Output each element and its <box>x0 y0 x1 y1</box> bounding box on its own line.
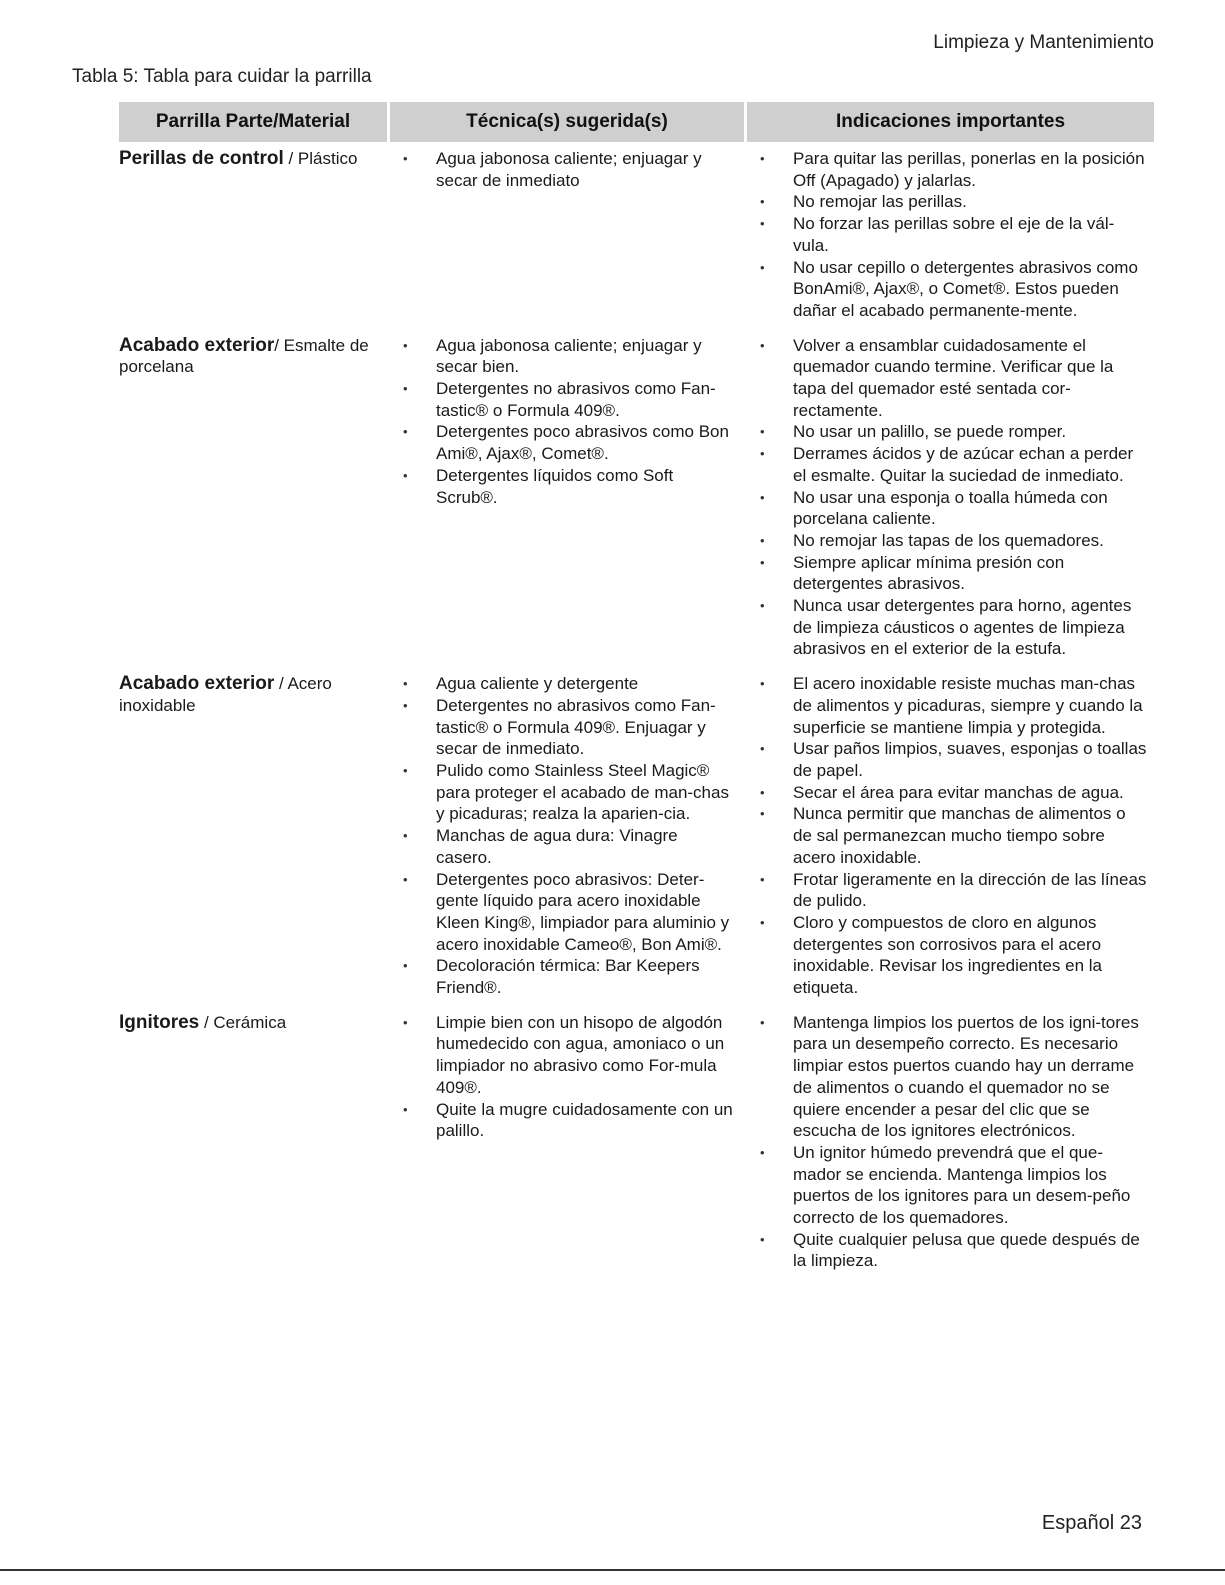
technique-item: • Detergentes poco abrasivos como Bon Ami®, Ajax®, Comet®. <box>390 421 747 464</box>
part-name: Perillas de control <box>119 148 284 169</box>
technique-item: • Detergentes no abrasivos como Fan-tastic® o Formula 409®. <box>390 378 747 421</box>
technique-item: • Quite la mugre cuidadosamente con un palillo. <box>390 1099 747 1142</box>
row-part-cell <box>119 1006 390 1272</box>
note-item: • No usar una esponja o toalla húmeda con porcelana caliente. <box>747 487 1157 530</box>
note-item: • No remojar las perillas. <box>747 191 1157 213</box>
technique-item: • Agua jabonosa caliente; enjuagar y secar de inmediato <box>390 148 747 191</box>
note-item: • No usar cepillo o detergentes abrasivos como BonAmi®, Ajax®, o Comet®. Estos pueden dañar el acabado permanente-mente. <box>747 257 1157 322</box>
part-name: Acabado exterior <box>119 334 275 356</box>
note-item: • Derrames ácidos y de azúcar echan a perder el esmalte. Quitar la suciedad de inmediato. <box>747 443 1157 486</box>
note-item: • Nunca permitir que manchas de alimentos o de sal permanezcan mucho tiempo sobre acero inoxidable. <box>747 803 1157 868</box>
technique-item: • Agua jabonosa caliente; enjuagar y secar bien. <box>390 335 747 378</box>
note-item: • Frotar ligeramente en la dirección de las líneas de pulido. <box>747 869 1157 912</box>
part-name: Ignitores <box>119 1011 200 1033</box>
note-item: • Volver a ensamblar cuidadosamente el quemador cuando termine. Verificar que la tapa del quemador esté sentada cor-rectamente. <box>747 335 1157 422</box>
row-technique-cell <box>390 329 747 668</box>
note-item: • Un ignitor húmedo prevendrá que el que-mador se encienda. Mantenga limpios los puertos de los ignitores para un desem-peño correcto de los quemadores. <box>747 1142 1157 1229</box>
note-item: • Quite cualquier pelusa que quede después de la limpieza. <box>747 1229 1157 1272</box>
technique-item: • Detergentes líquidos como Soft Scrub®. <box>390 465 747 508</box>
note-item: • No remojar las tapas de los quemadores. <box>747 530 1157 552</box>
note-item: • Nunca usar detergentes para horno, agentes de limpieza cáusticos o agentes de limpieza abrasivos en el exterior de la estufa. <box>747 595 1157 660</box>
column-header-part: Parrilla Parte/Material <box>119 102 390 142</box>
row-technique-cell <box>390 1006 747 1272</box>
note-item: • No usar un palillo, se puede romper. <box>747 421 1157 443</box>
part-material: / Esmalte de porcelana <box>119 335 369 377</box>
note-item: • No forzar las perillas sobre el eje de la vál-vula. <box>747 213 1157 256</box>
row-part-cell <box>119 329 390 668</box>
running-header: Limpieza y Mantenimiento <box>933 32 1154 53</box>
column-header-technique: Técnica(s) sugerida(s) <box>390 102 747 142</box>
column-header-notes: Indicaciones importantes <box>747 102 1157 142</box>
row-part-cell <box>119 142 390 329</box>
row-technique-cell <box>390 667 747 1006</box>
table-caption: Tabla 5: Tabla para cuidar la parrilla <box>72 66 372 87</box>
row-notes-cell <box>747 329 1157 668</box>
note-item: • Usar paños limpios, suaves, esponjas o toallas de papel. <box>747 738 1157 781</box>
page-number: Español 23 <box>1041 1512 1142 1534</box>
row-technique-cell <box>390 142 747 329</box>
row-notes-cell <box>747 667 1157 1006</box>
row-part-cell <box>119 667 390 1006</box>
technique-item: • Detergentes poco abrasivos: Deter-gente líquido para acero inoxidable Kleen King®, limpiador para aluminio y acero inoxidable Cameo®, Bon Ami®. <box>390 869 747 956</box>
part-name: Acabado exterior <box>119 673 275 695</box>
note-item: • El acero inoxidable resiste muchas man-chas de alimentos y picaduras, siempre y cuando la superficie se mantiene limpia y protegida. <box>747 673 1157 738</box>
technique-item: • Manchas de agua dura: Vinagre casero. <box>390 825 747 868</box>
technique-item: • Detergentes no abrasivos como Fan-tastic® o Formula 409®. Enjuagar y secar de inmediato. <box>390 695 747 760</box>
note-item: • Cloro y compuestos de cloro en algunos detergentes son corrosivos para el acero inoxidable. Revisar los ingredientes en la etiqueta. <box>747 912 1157 999</box>
technique-item: • Pulido como Stainless Steel Magic® para proteger el acabado de man-chas y picaduras; realza la aparien-cia. <box>390 760 747 825</box>
grill-care-table <box>119 102 1157 1272</box>
part-material: / Plástico <box>283 149 358 168</box>
note-item: • Secar el área para evitar manchas de agua. <box>747 782 1157 804</box>
part-material: / Acero inoxidable <box>119 674 332 715</box>
row-notes-cell <box>747 1006 1157 1272</box>
note-item: • Mantenga limpios los puertos de los igni-tores para un desempeño correcto. Es necesario limpiar estos puertos cuando hay un derrame de alimentos o cuando el quemador no se quiere encender a pesar del clic que se escucha de los ignitores electrónicos. <box>747 1012 1157 1142</box>
row-notes-cell <box>747 142 1157 329</box>
technique-item: • Decoloración térmica: Bar Keepers Friend®. <box>390 955 747 998</box>
part-material: / Cerámica <box>199 1012 287 1032</box>
technique-item: • Agua caliente y detergente <box>390 673 747 695</box>
bottom-rule <box>0 1569 1225 1571</box>
note-item: • Para quitar las perillas, ponerlas en la posición Off (Apagado) y jalarlas. <box>747 148 1157 191</box>
note-item: • Siempre aplicar mínima presión con detergentes abrasivos. <box>747 552 1157 595</box>
technique-item: • Limpie bien con un hisopo de algodón humedecido con agua, amoniaco o un limpiador no abrasivo como For-mula 409®. <box>390 1012 747 1099</box>
